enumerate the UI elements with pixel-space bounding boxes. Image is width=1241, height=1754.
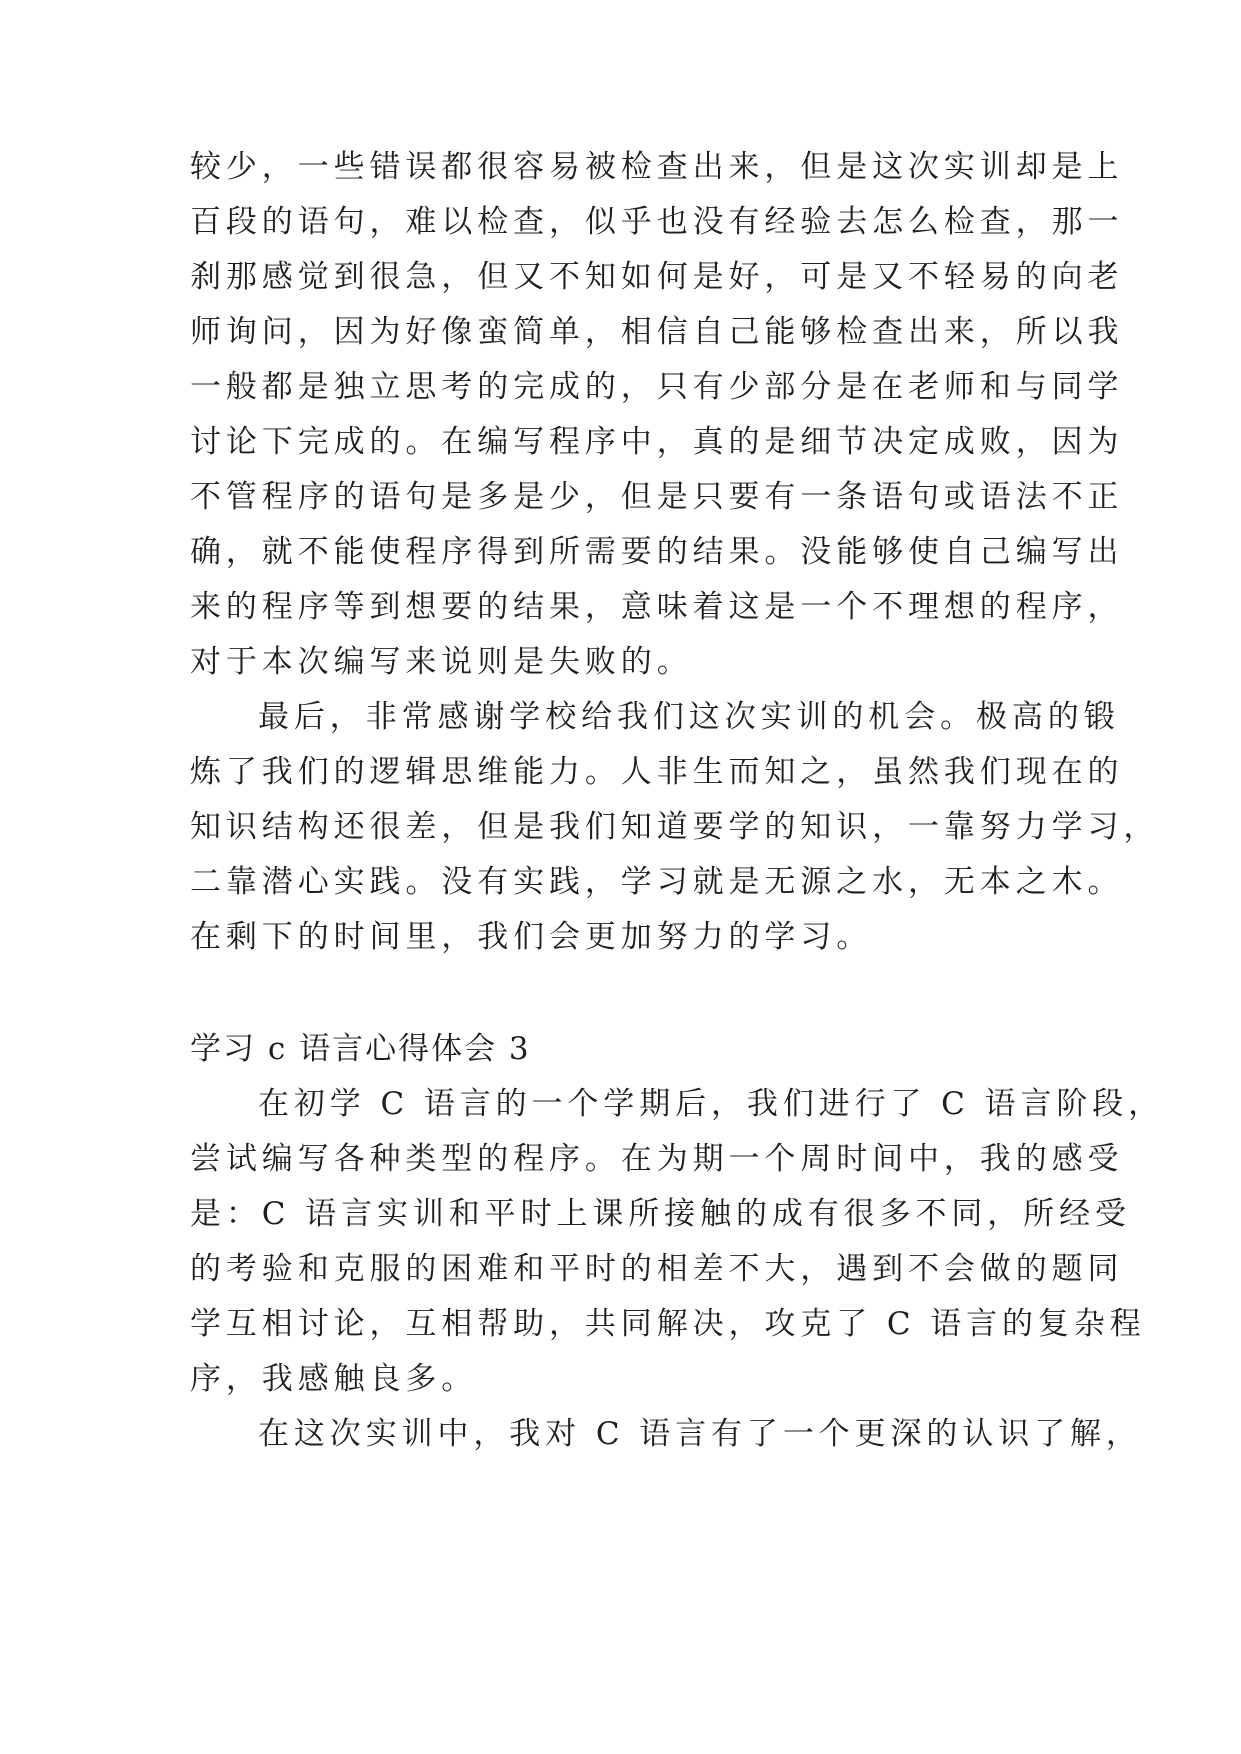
paragraph-line: 对于本次编写来说则是失败的。 (190, 644, 693, 680)
paragraph-line: 知识结构还很差，但是我们知道要学的知识，一靠努力学习， (190, 809, 1160, 845)
paragraph-line: 师询问，因为好像蛮简单，相信自己能够检查出来，所以我 (190, 314, 1124, 350)
paragraph-line: 来的程序等到想要的结果，意味着这是一个不理想的程序， (190, 589, 1124, 625)
paragraph-line: 一般都是独立思考的完成的，只有少部分是在老师和与同学 (190, 369, 1124, 405)
section-heading: 学习 c 语言心得体会 3 (190, 1031, 531, 1067)
paragraph-line: 在剩下的时间里，我们会更加努力的学习。 (190, 919, 873, 955)
paragraph-line: 确，就不能使程序得到所需要的结果。没能够使自己编写出 (190, 534, 1124, 570)
paragraph-line: 在这次实训中，我对 C 语言有了一个更深的认识了解， (258, 1416, 1142, 1452)
paragraph-line: 序，我感触良多。 (190, 1361, 478, 1397)
paragraph-line: 二靠潜心实践。没有实践，学习就是无源之水，无本之木。 (190, 864, 1124, 900)
paragraph-line: 的考验和克服的困难和平时的相差不大，遇到不会做的题同 (190, 1251, 1124, 1287)
paragraph-line: 学互相讨论，互相帮助，共同解决，攻克了 C 语言的复杂程 (190, 1306, 1146, 1342)
paragraph-line: 是：C 语言实训和平时上课所接触的成有很多不同，所经受 (190, 1196, 1131, 1232)
paragraph-line: 百段的语句，难以检查，似乎也没有经验去怎么检查，那一 (190, 204, 1124, 240)
paragraph-line: 不管程序的语句是多是少，但是只要有一条语句或语法不正 (190, 479, 1124, 515)
paragraph-line: 较少，一些错误都很容易被检查出来，但是这次实训却是上 (190, 149, 1124, 185)
paragraph-line: 炼了我们的逻辑思维能力。人非生而知之，虽然我们现在的 (190, 754, 1124, 790)
paragraph-line: 尝试编写各种类型的程序。在为期一个周时间中，我的感受 (190, 1141, 1124, 1177)
paragraph-line: 在初学 C 语言的一个学期后，我们进行了 C 语言阶段， (258, 1086, 1165, 1122)
paragraph-line: 最后，非常感谢学校给我们这次实训的机会。极高的锻 (258, 699, 1120, 735)
paragraph-line: 讨论下完成的。在编写程序中，真的是细节决定成败，因为 (190, 424, 1124, 460)
paragraph-line: 刹那感觉到很急，但又不知如何是好，可是又不轻易的向老 (190, 259, 1124, 295)
